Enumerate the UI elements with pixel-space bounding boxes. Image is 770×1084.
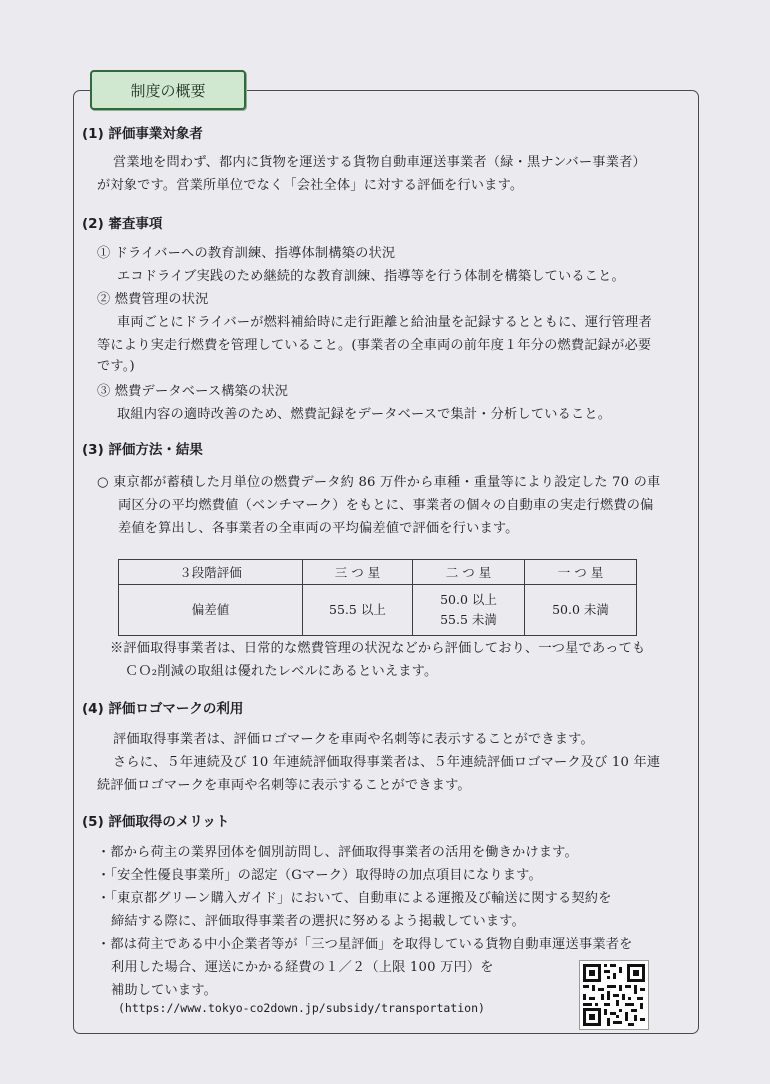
s5-line-3: ・「東京都グリーン購入ガイド」において、自動車による運搬及び輸送に関する契約を bbox=[97, 891, 612, 906]
s5-line-7: 補助しています。 bbox=[111, 983, 218, 998]
s3-note-1: ※評価取得事業者は、日常的な燃費管理の状況などから評価しており、一つ星であっても bbox=[110, 641, 646, 656]
s5-line-6: 利用した場合、運送にかかる経費の１／２（上限 100 万円）を bbox=[111, 960, 494, 975]
qr-code-graphic bbox=[580, 961, 648, 1029]
s2-item-2-desc-2: 等により実走行燃費を管理していること。(事業者の全車両の前年度１年分の燃費記録が必要 bbox=[97, 338, 652, 353]
page-title: 制度の概要 bbox=[90, 70, 246, 110]
table-header: 三 つ 星 bbox=[302, 560, 412, 585]
s5-line-1: ・都から荷主の業界団体を個別訪問し、評価取得事業者の活用を働きかけます。 bbox=[97, 845, 578, 860]
two-star-upper: 55.5 未満 bbox=[440, 612, 497, 627]
table-cell-one-star: 50.0 未満 bbox=[524, 585, 636, 636]
table-cell-three-star: 55.5 以上 bbox=[302, 585, 412, 636]
s4-line-3: 続評価ロゴマークを車両や名刺等に表示することができます。 bbox=[97, 778, 471, 793]
evaluation-table bbox=[118, 559, 637, 636]
s5-line-4: 締結する際に、評価取得事業者の選択に努めるよう掲載しています。 bbox=[111, 914, 525, 929]
s2-item-2: ② 燃費管理の状況 bbox=[97, 292, 209, 307]
s3-line-1: ○ 東京都が蓄積した月単位の燃費データ約 86 万件から車種・重量等により設定した 70 の車 bbox=[97, 475, 661, 490]
qr-code-icon[interactable] bbox=[579, 960, 649, 1030]
table-row-label: 偏差値 bbox=[119, 585, 303, 636]
s2-item-2-desc-3: です。) bbox=[97, 359, 135, 374]
s2-item-2-desc-1: 車両ごとにドライバーが燃料補給時に走行距離と給油量を記録するとともに、運行管理者 bbox=[117, 315, 652, 330]
s4-line-1: 評価取得事業者は、評価ロゴマークを車両や名刺等に表示することができます。 bbox=[113, 732, 594, 747]
subsidy-url[interactable]: (https://www.tokyo-co2down.jp/subsidy/transportation) bbox=[118, 1001, 485, 1015]
s2-item-3-desc: 取組内容の適時改善のため、燃費記録をデータベースで集計・分析していること。 bbox=[117, 407, 612, 422]
s5-line-2: ・「安全性優良事業所」の認定（Gマーク）取得時の加点項目になります。 bbox=[97, 868, 542, 883]
section-3-heading: (3) 評価方法・結果 bbox=[82, 442, 203, 458]
section-2-heading: (2) 審査事項 bbox=[82, 216, 163, 232]
s4-line-2: さらに、５年連続及び 10 年連続評価取得事業者は、５年連続評価ロゴマーク及び 10 年連 bbox=[113, 755, 661, 770]
table-cell-two-star bbox=[412, 585, 524, 636]
s5-line-5: ・都は荷主である中小企業者等が「三つ星評価」を取得している貨物自動車運送事業者を bbox=[97, 937, 633, 952]
s3-line-3: 差値を算出し、各事業者の全車両の平均偏差値で評価を行います。 bbox=[118, 521, 519, 536]
s2-item-1-desc: エコドライブ実践のため継続的な教育訓練、指導等を行う体制を構築していること。 bbox=[117, 269, 625, 284]
table-header: 一 つ 星 bbox=[524, 560, 636, 585]
table-header: ３段階評価 bbox=[119, 560, 303, 585]
section-5-heading: (5) 評価取得のメリット bbox=[82, 814, 230, 830]
table-header-row bbox=[119, 560, 637, 585]
table-header: 二 つ 星 bbox=[412, 560, 524, 585]
table-row bbox=[119, 585, 637, 636]
s2-item-3: ③ 燃費データベース構築の状況 bbox=[97, 384, 289, 399]
s3-note-2: ＣＯ₂削減の取組は優れたレベルにあるといえます。 bbox=[125, 664, 438, 679]
s1-line-1: 営業地を問わず、都内に貨物を運送する貨物自動車運送事業者（緑・黒ナンバー事業者） bbox=[113, 155, 646, 170]
s1-line-2: が対象です。営業所単位でなく「会社全体」に対する評価を行います。 bbox=[97, 178, 524, 193]
s3-line-2: 両区分の平均燃費値（ベンチマーク）をもとに、事業者の個々の自動車の実走行燃費の偏 bbox=[118, 498, 654, 513]
two-star-lower: 50.0 以上 bbox=[440, 592, 497, 607]
section-4-heading: (4) 評価ロゴマークの利用 bbox=[82, 701, 244, 717]
section-1-heading: (1) 評価事業対象者 bbox=[82, 126, 203, 142]
s2-item-1: ① ドライバーへの教育訓練、指導体制構築の状況 bbox=[97, 246, 396, 261]
